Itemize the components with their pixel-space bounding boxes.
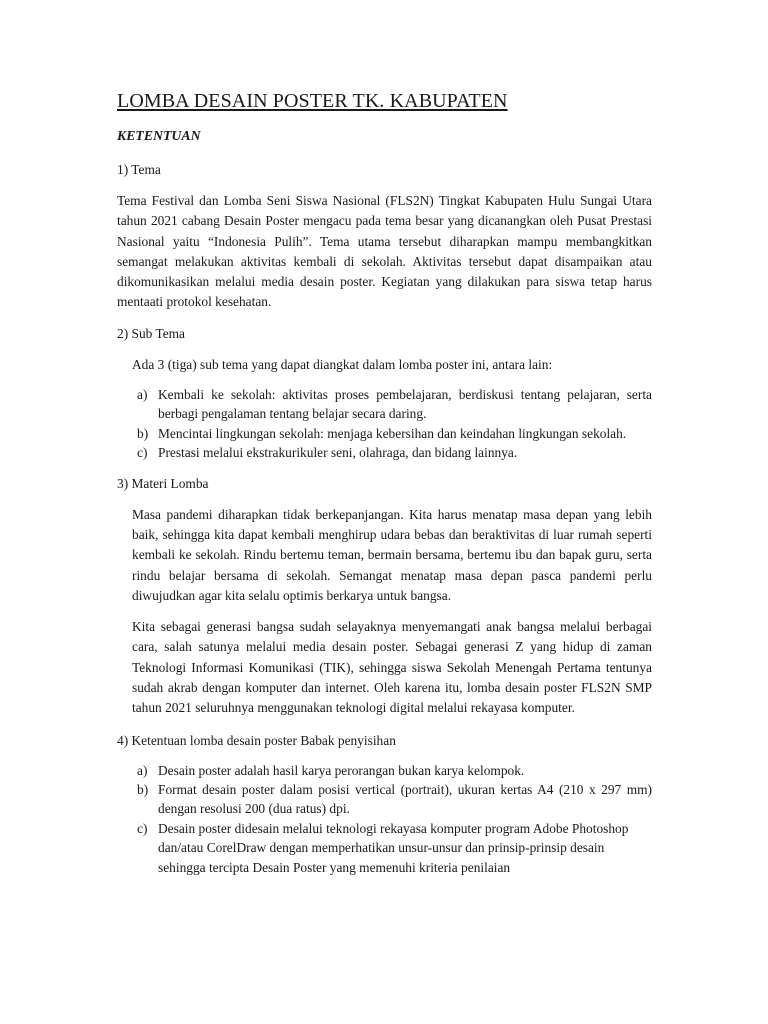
section-label-ketentuan: KETENTUAN (117, 128, 201, 143)
heading-sub-tema: 2) Sub Tema (117, 325, 185, 341)
list-marker: a) (137, 762, 148, 778)
list-marker: a) (137, 387, 148, 403)
list-marker: c) (137, 820, 148, 836)
list-item (117, 761, 652, 780)
list-marker: c) (137, 445, 148, 461)
list-item (117, 819, 652, 877)
paragraph-sub-tema-intro: Ada 3 (tiga) sub tema yang dapat diangkat dalam lomba poster ini, antara lain: (132, 356, 553, 372)
list-item (117, 780, 652, 819)
list-item (117, 385, 652, 424)
list-item (117, 443, 652, 462)
paragraph-materi-2: Kita sebagai generasi bangsa sudah selayaknya menyemangati anak bangsa melalui berbagai cara, salah satunya melalui media desain poster. Sebagai generasi Z yang hidup di zaman Teknologi Informasi Komunikasi (TIK), sehingga siswa Sekolah Menengah Pertama tentunya sudah akrab dengan komputer dan internet. Oleh karena itu, lomba desain poster FLS2N SMP tahun 2021 seluruhnya menggunakan teknologi digital melalui rekayasa komputer. (132, 619, 652, 716)
list-item-text: Mencintai lingkungan sekolah: menjaga kebersihan dan keindahan lingkungan sekolah. (158, 425, 627, 441)
list-sub-tema (117, 385, 652, 463)
heading-tema: 1) Tema (117, 162, 161, 177)
list-item-text: Format desain poster dalam posisi vertical (portrait), ukuran kertas A4 (210 x 297 mm) dengan resolusi 200 (dua ratus) dpi. (158, 782, 652, 817)
list-item-text: Prestasi melalui ekstrakurikuler seni, olahraga, dan bidang lainnya. (158, 445, 518, 461)
paragraph-materi-1: Masa pandemi diharapkan tidak berkepanjangan. Kita harus menatap masa depan yang lebih baik, sehingga kita dapat kembali menghirup udara bebas dan beraktivitas di luar rumah seperti kembali ke sekolah. Rindu bertemu teman, bermain bersama, bertemu ibu dan bapak guru, serta rindu belajar bersama di sekolah. Semangat menatap masa depan pasca pandemi perlu diwujudkan agar kita selalu optimis berkarya untuk bangsa. (132, 506, 652, 603)
list-item-text: Desain poster adalah hasil karya perorangan bukan karya kelompok. (158, 762, 525, 778)
document-page (117, 88, 652, 877)
list-item (117, 424, 652, 443)
list-marker: b) (137, 425, 149, 441)
list-marker: b) (137, 782, 149, 798)
heading-ketentuan-lomba: 4) Ketentuan lomba desain poster Babak penyisihan (117, 732, 396, 748)
heading-materi-lomba: 3) Materi Lomba (117, 475, 209, 491)
paragraph-tema: Tema Festival dan Lomba Seni Siswa Nasional (FLS2N) Tingkat Kabupaten Hulu Sungai Utara tahun 2021 cabang Desain Poster mengacu pada tema besar yang dicanangkan oleh Pusat Prestasi Nasional yaitu “Indonesia Pulih”. Tema utama tersebut diharapkan mampu membangkitkan semangat melakukan aktivitas kembali di sekolah. Aktivitas tersebut dapat disampaikan atau dikomunikasikan melalui media desain poster. Kegiatan yang dilakukan para siswa tetap harus mentaati protokol kesehatan. (117, 193, 652, 310)
list-item-text: Desain poster didesain melalui teknologi rekayasa komputer program Adobe Photoshop dan/atau CorelDraw dengan memperhatikan unsur-unsur dan prinsip-prinsip desain sehingga tercipta Desain Poster yang memenuhi kriteria penilaian (158, 820, 629, 875)
list-ketentuan-lomba (117, 761, 652, 877)
list-item-text: Kembali ke sekolah: aktivitas proses pembelajaran, berdiskusi tentang pelajaran, serta berbagi pengalaman tentang belajar secara daring. (158, 387, 652, 422)
document-title: LOMBA DESAIN POSTER TK. KABUPATEN (117, 90, 508, 112)
